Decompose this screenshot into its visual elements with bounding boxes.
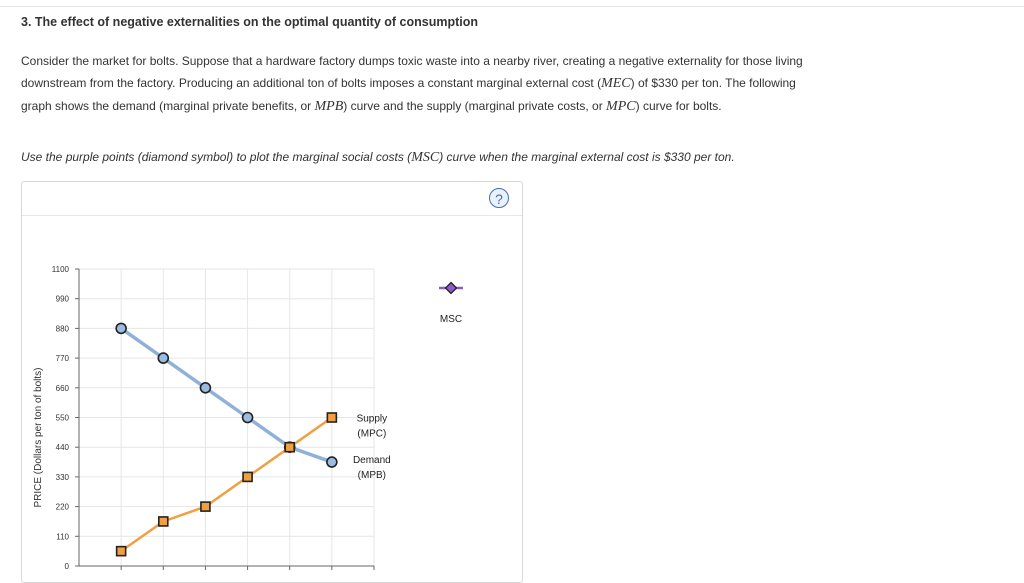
y-axis-label: PRICE (Dollars per ton of bolts) [33, 367, 44, 508]
demand-label-abbr: (MPB) [357, 470, 387, 482]
question-title: 3. The effect of negative externalities on the optimal quantity of consumption [21, 15, 479, 29]
supply-curve [121, 418, 332, 552]
y-tick-label: 440 [55, 443, 69, 453]
question-description [21, 50, 881, 118]
demand-point[interactable] [158, 353, 168, 363]
supply-point[interactable] [159, 517, 168, 526]
y-tick-label: 770 [55, 354, 69, 364]
description-line-1: Consider the market for bolts. Suppose that a hardware factory dumps toxic waste into a nearby river, creating a negative externality for those living [21, 54, 803, 68]
y-tick-label: 880 [55, 324, 69, 334]
msc-diamond-tool[interactable] [446, 283, 457, 294]
top-divider [0, 6, 1024, 7]
y-tick-label: 220 [55, 502, 69, 512]
help-button[interactable]: ? [489, 188, 509, 208]
supply-point[interactable] [117, 547, 126, 556]
price-quantity-chart[interactable] [22, 182, 522, 582]
supply-point[interactable] [243, 472, 252, 481]
graph-panel [21, 181, 523, 583]
description-line-3: graph shows the demand (marginal private benefits, or MPB) curve and the supply (marginal private costs, or MPC) curve for bolts. [21, 99, 722, 114]
description-line-2: downstream from the factory. Producing an additional ton of bolts imposes a constant marginal external cost (MEC) of $330 per ton. The following [21, 76, 796, 91]
y-tick-label: 1100 [51, 265, 69, 274]
msc-variable: MSC [411, 150, 440, 165]
y-tick-label: 550 [55, 413, 69, 423]
supply-point[interactable] [201, 502, 210, 511]
supply-point[interactable] [327, 413, 336, 422]
demand-point[interactable] [200, 383, 210, 393]
mpb-variable: MPB [314, 99, 344, 114]
demand-label: Demand [352, 455, 391, 467]
instruction-text: Use the purple points (diamond symbol) to plot the marginal social costs (MSC) curve when the marginal external cost is $330 per ton. [21, 150, 735, 165]
demand-curve [121, 328, 332, 462]
mpc-variable: MPC [606, 99, 636, 114]
msc-label: MSC [439, 314, 463, 325]
supply-label: Supply [356, 413, 388, 425]
supply-label-abbr: (MPC) [357, 428, 387, 440]
y-tick-label: 660 [55, 383, 69, 393]
y-tick-label: 0 [64, 562, 69, 571]
supply-point[interactable] [285, 443, 294, 452]
demand-point[interactable] [116, 323, 126, 333]
mec-variable: MEC [601, 76, 631, 91]
demand-point[interactable] [327, 457, 337, 467]
y-tick-label: 990 [55, 294, 69, 304]
y-tick-label: 330 [55, 472, 69, 482]
demand-point[interactable] [243, 413, 253, 423]
y-tick-label: 110 [56, 532, 69, 542]
